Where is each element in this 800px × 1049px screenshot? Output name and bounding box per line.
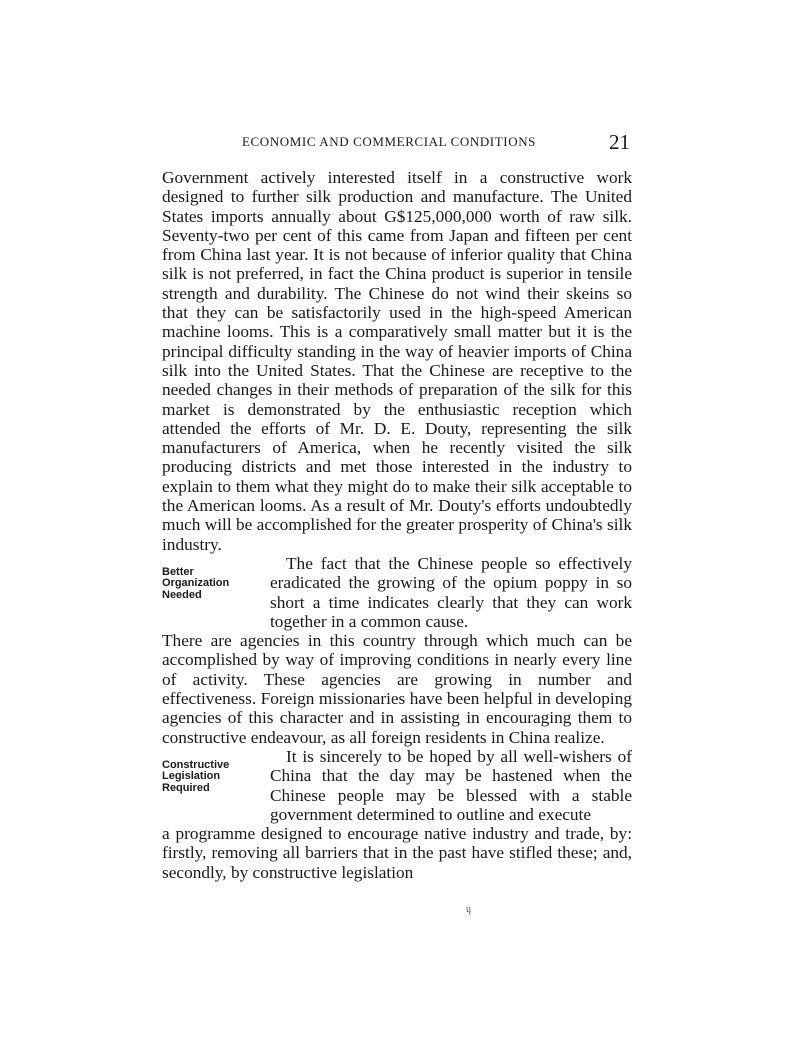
- section-constructive-legislation: [162, 747, 632, 824]
- paragraph-opium-poppy: The fact that the Chinese people so effectively eradicated the growing of the opium poppy in so short a time indicates clearly that they can work together in a common cause.: [270, 553, 632, 631]
- paragraph-agencies: There are agencies in this country through which much can be accomplished by way of improving conditions in nearly every line of activity. These agencies are growing in number and effectiveness. Foreign missionaries have been helpful in developing agencies of this character and in assisting in encouraging them to constructive endeavour, as all foreign residents in China realize.: [162, 631, 632, 747]
- page-header: [162, 130, 632, 156]
- side-note-line: Organization: [162, 577, 230, 590]
- side-note-line: Better: [162, 565, 194, 578]
- footer-mark: ų: [466, 904, 471, 915]
- paragraph-stable-government: It is sincerely to be hoped by all well-wishers of China that the day may be hastened when the Chinese people may be blessed with a stable government determined to outline and execute: [270, 746, 632, 824]
- side-note-better-organization: [162, 554, 270, 631]
- page-number: 21: [609, 130, 630, 154]
- page-body: [162, 168, 632, 882]
- paragraph-programme: a programme designed to encourage native industry and trade, by: firstly, removing all barriers that in the past have stifled these; and, secondly, by constructive legislation: [162, 824, 632, 882]
- side-note-line: Needed: [162, 588, 202, 601]
- side-note-line: Legislation: [162, 770, 221, 783]
- side-note-line: Constructive: [162, 758, 230, 771]
- side-note-line: Required: [162, 781, 210, 794]
- side-note-constructive-legislation: [162, 747, 270, 824]
- section-better-organization: [162, 554, 632, 631]
- paragraph-silk-trade: Government actively interested itself in a constructive work designed to further silk production and manufacture. The United States imports annually about G$125,000,000 worth of raw silk. Seventy-two per cent of this came from Japan and fifteen per cent from China last year. It is not because of inferior quality that China silk is not preferred, in fact the China product is superior in tensile strength and durability. The Chinese do not wind their skeins so that they can be satisfactorily used in the high-speed American machine looms. This is a comparatively small matter but it is the principal difficulty standing in the way of heavier imports of China silk into the United States. That the Chinese are receptive to the needed changes in their methods of preparation of the silk for this market is demonstrated by the enthusiastic reception which attended the efforts of Mr. D. E. Douty, representing the silk manufacturers of America, when he recently visited the silk producing districts and met those interested in the industry to explain to them what they might do to make their silk acceptable to the American looms. As a result of Mr. Douty's efforts undoubtedly much will be accomplished for the greater prosperity of China's silk industry.: [162, 168, 632, 554]
- running-head: ECONOMIC AND COMMERCIAL CONDITIONS: [242, 134, 537, 149]
